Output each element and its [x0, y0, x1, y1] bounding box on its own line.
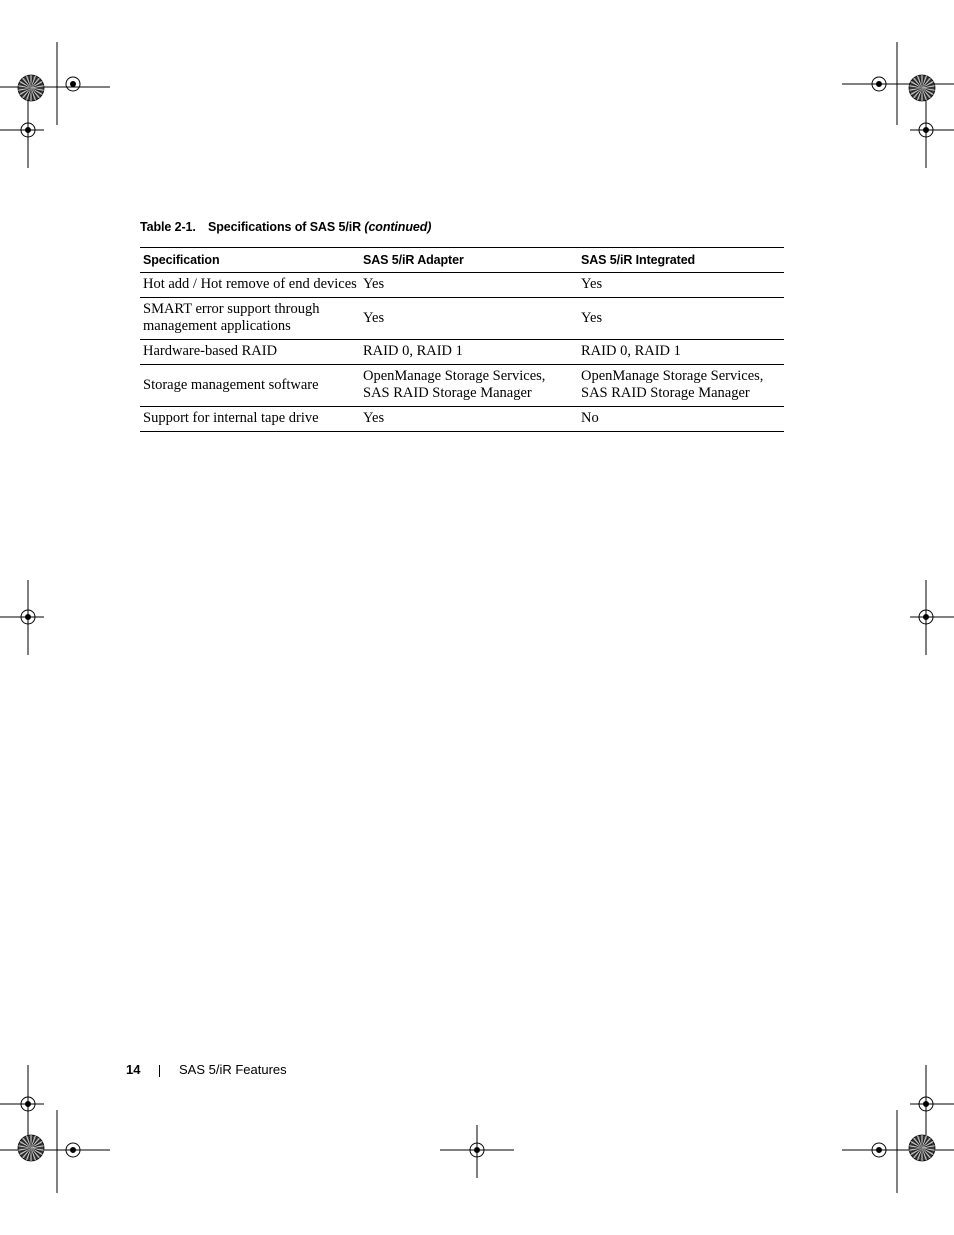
- starburst-ray: [916, 1137, 923, 1148]
- starburst-ray: [909, 88, 922, 90]
- starburst-ray: [922, 1148, 932, 1156]
- starburst-ray: [922, 78, 930, 88]
- starburst-ray: [922, 1148, 933, 1155]
- table-cell: RAID 0, RAID 1: [578, 340, 784, 365]
- starburst-ray: [922, 1144, 934, 1148]
- starburst-ray: [922, 88, 933, 95]
- starburst-ray: [31, 88, 41, 96]
- starburst-ray: [31, 1148, 35, 1160]
- starburst-ray: [914, 1148, 922, 1158]
- starburst-ray: [922, 84, 934, 88]
- starburst-ray: [31, 76, 35, 88]
- starburst-ray: [911, 82, 922, 89]
- table-cell: Yes: [578, 298, 784, 340]
- table-cell: Yes: [360, 273, 578, 298]
- starburst-ray: [914, 78, 922, 88]
- starburst-ray: [19, 84, 31, 88]
- starburst-ray: [20, 1148, 31, 1155]
- starburst-ray: [909, 1148, 922, 1150]
- column-header-integrated: SAS 5/iR Integrated: [578, 248, 784, 273]
- starburst-ray: [31, 1148, 33, 1161]
- starburst-ray: [914, 1138, 922, 1148]
- table-cell: Yes: [360, 298, 578, 340]
- starburst-ray: [25, 77, 32, 88]
- starburst-ray: [922, 1135, 924, 1148]
- starburst-ray: [916, 77, 923, 88]
- starburst-ray: [31, 78, 39, 88]
- starburst-ray: [920, 75, 922, 88]
- starburst-mark: [18, 75, 44, 101]
- footer-divider: [159, 1065, 160, 1077]
- table-row: [140, 407, 784, 432]
- starburst-ray: [920, 1148, 922, 1161]
- starburst-ray: [31, 88, 35, 100]
- starburst-ray: [31, 88, 43, 92]
- table-caption-number: Table 2-1.: [140, 220, 196, 234]
- starburst-ray: [912, 1148, 922, 1156]
- starburst-ray: [31, 80, 41, 88]
- starburst-ray: [910, 1144, 922, 1148]
- table-cell: SMART error support through management applications: [140, 298, 360, 340]
- table-cell: Storage management software: [140, 365, 360, 407]
- starburst-mark: [909, 1135, 935, 1161]
- starburst-ray: [21, 1140, 31, 1148]
- table-caption-title: Specifications of SAS 5/iR: [208, 220, 361, 234]
- starburst-ray: [25, 1137, 32, 1148]
- starburst-ray: [920, 88, 922, 101]
- starburst-ray: [922, 86, 935, 88]
- starburst-ray: [25, 88, 32, 99]
- starburst-ray: [909, 86, 922, 88]
- starburst-ray: [27, 76, 31, 88]
- starburst-ray: [31, 1138, 39, 1148]
- starburst-ray: [21, 88, 31, 96]
- starburst-ray: [31, 75, 33, 88]
- starburst-ray: [27, 88, 31, 100]
- starburst-ray: [922, 1148, 924, 1161]
- starburst-ray: [31, 1137, 38, 1148]
- starburst-ray: [31, 1135, 33, 1148]
- starburst-ray: [31, 88, 39, 98]
- table-row: [140, 298, 784, 340]
- starburst-ray: [916, 1148, 923, 1159]
- table-cell: RAID 0, RAID 1: [360, 340, 578, 365]
- starburst-ray: [18, 88, 31, 90]
- starburst-ray: [29, 75, 31, 88]
- starburst-ray: [23, 1138, 31, 1148]
- footer-section-title: SAS 5/iR Features: [179, 1062, 287, 1077]
- starburst-ray: [23, 88, 31, 98]
- starburst-ray: [922, 88, 929, 99]
- starburst-ray: [910, 88, 922, 92]
- starburst-ray: [922, 1136, 926, 1148]
- starburst-ray: [18, 86, 31, 88]
- starburst-ray: [31, 1140, 41, 1148]
- starburst-ray: [922, 1148, 926, 1160]
- starburst-ray: [31, 1142, 42, 1149]
- table-row: [140, 273, 784, 298]
- starburst-ray: [922, 1148, 935, 1150]
- starburst-ray: [911, 1142, 922, 1149]
- starburst-ray: [916, 88, 923, 99]
- starburst-ray: [19, 1148, 31, 1152]
- starburst-ray: [31, 1148, 44, 1150]
- starburst-ray: [31, 1148, 38, 1159]
- starburst-ray: [922, 1140, 932, 1148]
- starburst-ray: [27, 1148, 31, 1160]
- table-cell: Yes: [578, 273, 784, 298]
- starburst-ray: [922, 1142, 933, 1149]
- column-header-specification: Specification: [140, 248, 360, 273]
- table-row: [140, 365, 784, 407]
- starburst-ray: [909, 1146, 922, 1148]
- starburst-ray: [31, 1148, 39, 1158]
- starburst-ray: [20, 1142, 31, 1149]
- starburst-ray: [23, 78, 31, 88]
- starburst-ray: [31, 84, 43, 88]
- starburst-ray: [922, 75, 924, 88]
- starburst-ray: [31, 1136, 35, 1148]
- starburst-ray: [31, 1146, 44, 1148]
- starburst-ray: [31, 82, 42, 89]
- starburst-ray: [918, 76, 922, 88]
- starburst-ray: [20, 88, 31, 95]
- starburst-ray: [922, 88, 934, 92]
- starburst-ray: [21, 1148, 31, 1156]
- starburst-ray: [31, 1148, 42, 1155]
- starburst-ray: [29, 88, 31, 101]
- starburst-ray: [912, 80, 922, 88]
- starburst-ray: [23, 1148, 31, 1158]
- starburst-ray: [18, 1146, 31, 1148]
- starburst-ray: [922, 88, 924, 101]
- starburst-ray: [20, 82, 31, 89]
- column-header-adapter: SAS 5/iR Adapter: [360, 248, 578, 273]
- starburst-ray: [29, 1135, 31, 1148]
- page-number: 14: [126, 1062, 141, 1077]
- starburst-ray: [31, 88, 33, 101]
- starburst-ray: [922, 76, 926, 88]
- table-cell: Hot add / Hot remove of end devices: [140, 273, 360, 298]
- starburst-mark: [909, 75, 935, 101]
- starburst-ray: [31, 88, 42, 95]
- starburst-ray: [910, 1148, 922, 1152]
- starburst-ray: [912, 1140, 922, 1148]
- table-cell: No: [578, 407, 784, 432]
- specifications-table: [140, 247, 784, 432]
- starburst-ray: [31, 86, 44, 88]
- starburst-ray: [914, 88, 922, 98]
- starburst-ray: [922, 1137, 929, 1148]
- table-caption: [140, 220, 431, 234]
- starburst-ray: [918, 88, 922, 100]
- starburst-ray: [922, 77, 929, 88]
- starburst-ray: [31, 88, 38, 99]
- starburst-ray: [29, 1148, 31, 1161]
- table-cell: Support for internal tape drive: [140, 407, 360, 432]
- starburst-ray: [31, 1148, 43, 1152]
- starburst-ray: [31, 1148, 41, 1156]
- starburst-mark: [18, 1135, 44, 1161]
- starburst-ray: [19, 1144, 31, 1148]
- starburst-ray: [922, 88, 926, 100]
- starburst-ray: [918, 1148, 922, 1160]
- starburst-ray: [31, 77, 38, 88]
- starburst-ray: [18, 1148, 31, 1150]
- table-cell: Hardware-based RAID: [140, 340, 360, 365]
- starburst-ray: [922, 1148, 929, 1159]
- starburst-ray: [31, 88, 44, 90]
- starburst-ray: [922, 1138, 930, 1148]
- starburst-ray: [31, 1144, 43, 1148]
- table-header-row: [140, 248, 784, 273]
- starburst-ray: [910, 84, 922, 88]
- starburst-ray: [922, 88, 935, 90]
- starburst-ray: [922, 88, 932, 96]
- starburst-ray: [25, 1148, 32, 1159]
- starburst-ray: [922, 1148, 930, 1158]
- starburst-ray: [912, 88, 922, 96]
- starburst-ray: [922, 1148, 934, 1152]
- starburst-ray: [922, 80, 932, 88]
- starburst-ray: [911, 1148, 922, 1155]
- starburst-ray: [918, 1136, 922, 1148]
- starburst-ray: [920, 1135, 922, 1148]
- starburst-ray: [21, 80, 31, 88]
- table-row: [140, 340, 784, 365]
- starburst-ray: [911, 88, 922, 95]
- table-cell: OpenManage Storage Services, SAS RAID Storage Manager: [360, 365, 578, 407]
- starburst-ray: [922, 1146, 935, 1148]
- starburst-ray: [922, 82, 933, 89]
- table-cell: Yes: [360, 407, 578, 432]
- starburst-ray: [922, 88, 930, 98]
- starburst-ray: [27, 1136, 31, 1148]
- table-cell: OpenManage Storage Services, SAS RAID Storage Manager: [578, 365, 784, 407]
- table-caption-suffix: (continued): [364, 220, 432, 234]
- starburst-ray: [19, 88, 31, 92]
